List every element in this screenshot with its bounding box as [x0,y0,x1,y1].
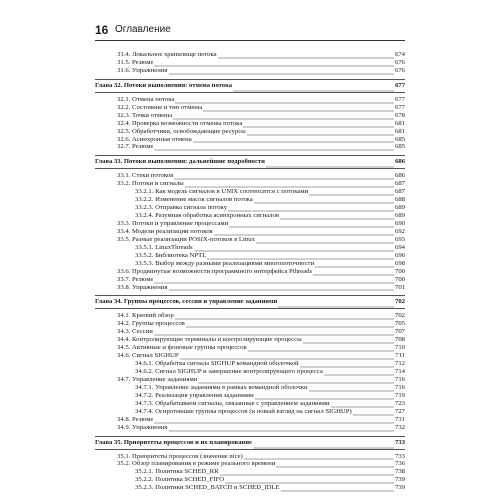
toc-entry-title: 35.2.2. Политика SCHED_FIFO [135,476,225,484]
toc-entry-page: 686 [395,158,405,166]
toc-entry-page: 710 [394,344,405,352]
toc-entry [95,180,405,188]
dot-leader [203,106,394,112]
toc-entry [95,484,405,492]
toc-entry-page: 696 [394,251,405,259]
toc-entry-title: 33.7. Резюме [117,275,154,283]
toc-entry-title: 32.6. Асинхронная отмена [117,135,192,143]
toc-entry [95,376,405,384]
dot-leader [229,222,394,228]
dot-leader [233,86,394,92]
toc-entry-title: Глава 34. Группы процессов, сессии и управление заданиями [95,298,278,306]
toc-entry [95,416,405,424]
toc-entry-title: 34.6. Сигнал SIGHUP [117,352,179,360]
toc-entry-title: 33.3. Потоки и управление процессами [117,220,229,227]
toc-entry [95,460,405,468]
toc-entry-page: 702 [394,312,405,320]
toc-entry-title: 34.7.2. Реализация управления заданиями [135,391,254,399]
page-number: 16 [95,23,109,37]
toc-entry [95,236,405,244]
toc-entry [95,284,405,292]
toc-entry [95,312,405,320]
dot-leader [169,69,394,75]
toc-entry-page: 689 [394,212,405,220]
toc-entry-page: 700 [394,267,405,275]
toc-entry [95,128,405,136]
toc-entry-page: 690 [394,220,405,227]
toc-entry [95,468,405,476]
toc-entry-title: 34.7. Управление заданиями [117,375,198,383]
toc-entry [95,400,405,408]
toc-entry [95,112,405,120]
toc-entry-title: 34.2. Группы процессов [117,320,185,328]
toc-entry-page: 727 [394,407,405,415]
table-of-contents [95,51,405,492]
toc-entry [95,360,405,368]
toc-entry-title: 35.2.3. Политики SCHED_BATCH и SCHED_IDLE [135,484,280,492]
toc-entry-title: 33.5. Разные реализации POSIX-потоков в Linux [117,235,255,243]
toc-entry [95,276,405,284]
toc-entry-title: 35.2.1. Политика SCHED_RR [135,468,219,476]
toc-entry-page: 700 [394,275,405,283]
dot-leader [194,246,394,252]
toc-entry-page: 708 [394,336,405,344]
toc-entry-title: 33.2.1. Как модель сигналов в UNIX соотносится с потоками [135,188,309,196]
toc-entry-title: 32.5. Обработчики, освобождающие ресурсы [117,127,246,135]
toc-entry-page: 686 [394,172,405,180]
dot-leader [174,174,394,180]
toc-entry-title: 33.6. Продвинутые возможности программного интерфейса Pthreads [117,267,313,275]
toc-entry-page: 693 [394,235,405,243]
dot-leader [154,61,393,67]
toc-entry [95,96,405,104]
dot-leader [175,98,394,104]
toc-entry-page: 685 [394,135,405,143]
dot-leader [253,443,394,449]
toc-entry [95,453,405,461]
toc-entry-title: 32.1. Отмена потока [117,95,175,103]
toc-entry-title: 35.1. Приоритеты процессов (значение nice) [117,452,243,460]
toc-entry-page: 689 [394,204,405,212]
toc-entry-title: 35.2. Обзор планирования в режиме реального времени [117,460,276,468]
toc-entry-title: 31.6. Упражнения [117,66,168,74]
toc-entry-page: 723 [394,399,405,407]
toc-entry-title: 34.1. Краткий обзор [117,312,174,320]
toc-entry [95,384,405,392]
toc-entry-title: 32.3. Точки отмены [117,111,173,119]
toc-entry-page: 716 [394,383,405,391]
dot-leader [280,214,394,220]
toc-entry [95,408,405,416]
toc-entry [95,136,405,144]
toc-entry-page: 685 [394,143,405,151]
toc-entry [95,328,405,336]
toc-entry-page: 692 [394,227,405,235]
toc-entry [95,172,405,180]
toc-entry-page: 687 [394,180,405,188]
toc-entry-page: 739 [394,484,405,492]
toc-entry-page: 676 [394,58,405,66]
dot-leader [186,322,394,328]
toc-entry [95,424,405,432]
toc-entry-page: 738 [394,468,405,476]
toc-entry-title: 34.9. Упражнения [117,423,168,431]
toc-entry [95,212,405,220]
toc-entry [95,260,405,268]
toc-entry-page: 694 [394,243,405,251]
header-title: Оглавление [115,24,171,35]
dot-leader [353,410,394,416]
toc-entry [95,344,405,352]
toc-entry-page: 711 [395,352,405,360]
dot-leader [278,302,394,308]
toc-entry [95,220,405,228]
toc-entry [95,51,405,59]
dot-leader [247,130,394,136]
dot-leader [309,386,394,392]
dot-leader [324,370,394,376]
toc-entry-page: 732 [394,423,405,431]
dot-leader [256,238,394,244]
toc-chapter-entry [95,155,405,169]
toc-chapter-entry [95,295,405,309]
toc-entry [95,59,405,67]
dot-leader [303,338,394,344]
toc-entry [95,368,405,376]
dot-leader [281,486,394,492]
toc-entry-title: 34.8. Резюме [117,415,154,423]
dot-leader [254,198,394,204]
toc-entry [95,476,405,484]
toc-entry [95,104,405,112]
toc-entry-page: 677 [395,81,405,89]
dot-leader [169,426,394,432]
dot-leader [220,470,394,476]
toc-entry-page: 733 [395,438,405,446]
dot-leader [218,53,394,59]
dot-leader [315,262,394,268]
toc-chapter-entry [95,436,405,450]
toc-entry-title: 33.4. Модели реализации потоков [117,227,213,235]
dot-leader [193,137,394,143]
dot-leader [169,285,394,291]
toc-entry-page: 716 [394,375,405,383]
dot-leader [243,122,394,128]
toc-entry [95,120,405,128]
toc-entry-page: 705 [394,320,405,328]
toc-entry-page: 719 [394,391,405,399]
toc-chapter-entry [95,79,405,93]
toc-entry-title: Глава 32. Потоки выполнения: отмена потока [95,81,233,89]
toc-entry-title: 34.7.1. Управление заданиями в рамках командной оболочки [135,383,308,391]
dot-leader [175,314,394,320]
toc-entry-page: 687 [394,188,405,196]
toc-entry-title: 33.5.1. LinuxThreads [135,243,193,251]
toc-entry-page: 736 [394,460,405,468]
toc-entry-page: 681 [394,127,405,135]
toc-entry-title: 33.2.4. Разумная обработка асинхронных сигналов [135,212,279,220]
dot-leader [154,418,393,424]
toc-entry-title: 34.7.3. Обрабатываем сигналы, связанные с управлением заданиями [135,399,330,407]
toc-entry [95,268,405,276]
toc-entry-page: 712 [394,360,405,368]
toc-entry-page: 731 [394,415,405,423]
toc-entry-page: 707 [394,328,405,336]
toc-entry-page: 674 [394,51,405,58]
toc-entry-title: Глава 33. Потоки выполнения: дальнейшие подробности [95,158,265,166]
toc-entry-page: 678 [394,111,405,119]
toc-entry-title: Глава 35. Приоритеты процессов и их планирование [95,438,252,446]
toc-entry-page: 702 [395,298,405,306]
toc-entry [95,204,405,212]
toc-entry-page: 739 [394,476,405,484]
dot-leader [309,190,394,196]
toc-entry-title: 34.6.1. Обработка сигнала SIGHUP командной оболочкой [135,360,299,368]
toc-entry-title: 33.1. Стеки потоков [117,172,174,180]
toc-entry-title: 33.8. Упражнения [117,283,168,291]
toc-entry-title: 34.3. Сессии [117,328,153,336]
toc-entry-page: 676 [394,66,405,74]
toc-entry [95,143,405,151]
toc-entry-title: 33.2.3. Отправка сигнала потоку [135,204,228,212]
toc-entry-page: 733 [394,452,405,460]
dot-leader [154,145,393,151]
toc-entry-title: 34.5. Активные и фоновые группы процессов [117,344,247,352]
toc-entry-page: 688 [394,196,405,204]
toc-entry-title: 33.5.2. Библиотека NPTL [135,251,207,259]
running-header [95,22,405,41]
toc-entry [95,244,405,252]
toc-entry [95,336,405,344]
dot-leader [248,346,394,352]
toc-entry-page: 677 [394,95,405,103]
toc-entry [95,196,405,204]
toc-entry [95,392,405,400]
toc-entry-title: 33.2.2. Изменение масок сигналов потока [135,196,253,204]
dot-leader [276,462,394,468]
dot-leader [266,162,394,168]
toc-entry-title: 34.6.2. Сигнал SIGHUP и завершение контролирующего процесса [135,368,323,375]
toc-entry [95,228,405,236]
toc-entry-title: 32.4. Проверка возможности отмены потока [117,119,243,127]
dot-leader [154,278,393,284]
toc-entry-title: 31.5. Резюме [117,58,154,66]
toc-entry [95,352,405,360]
toc-entry-page: 698 [394,259,405,267]
toc-entry-title: 32.2. Состояние и тип отмены [117,103,203,111]
toc-entry-page: 701 [394,283,405,291]
toc-entry [95,67,405,75]
toc-entry-title: 33.5.3. Выбор между разными реализациями многопоточности [135,259,315,267]
toc-entry-title: 31.4. Локальное хранилище потока [117,51,217,58]
dot-leader [313,270,394,276]
toc-entry-title: 34.4. Контролирующие терминалы и контролирующие процессы [117,336,302,344]
toc-entry-page: 714 [394,368,405,375]
toc-entry [95,320,405,328]
toc-entry-title: 32.7. Резюме [117,143,154,151]
toc-entry-page: 681 [394,119,405,127]
toc-entry-page: 677 [394,103,405,111]
toc-entry-title: 34.7.4. Осиротевшие группы процессов (и новый взгляд на сигнал SIGHUP) [135,407,352,415]
toc-entry-title: 33.2. Потоки и сигналы [117,180,184,188]
toc-entry [95,252,405,260]
toc-entry [95,188,405,196]
